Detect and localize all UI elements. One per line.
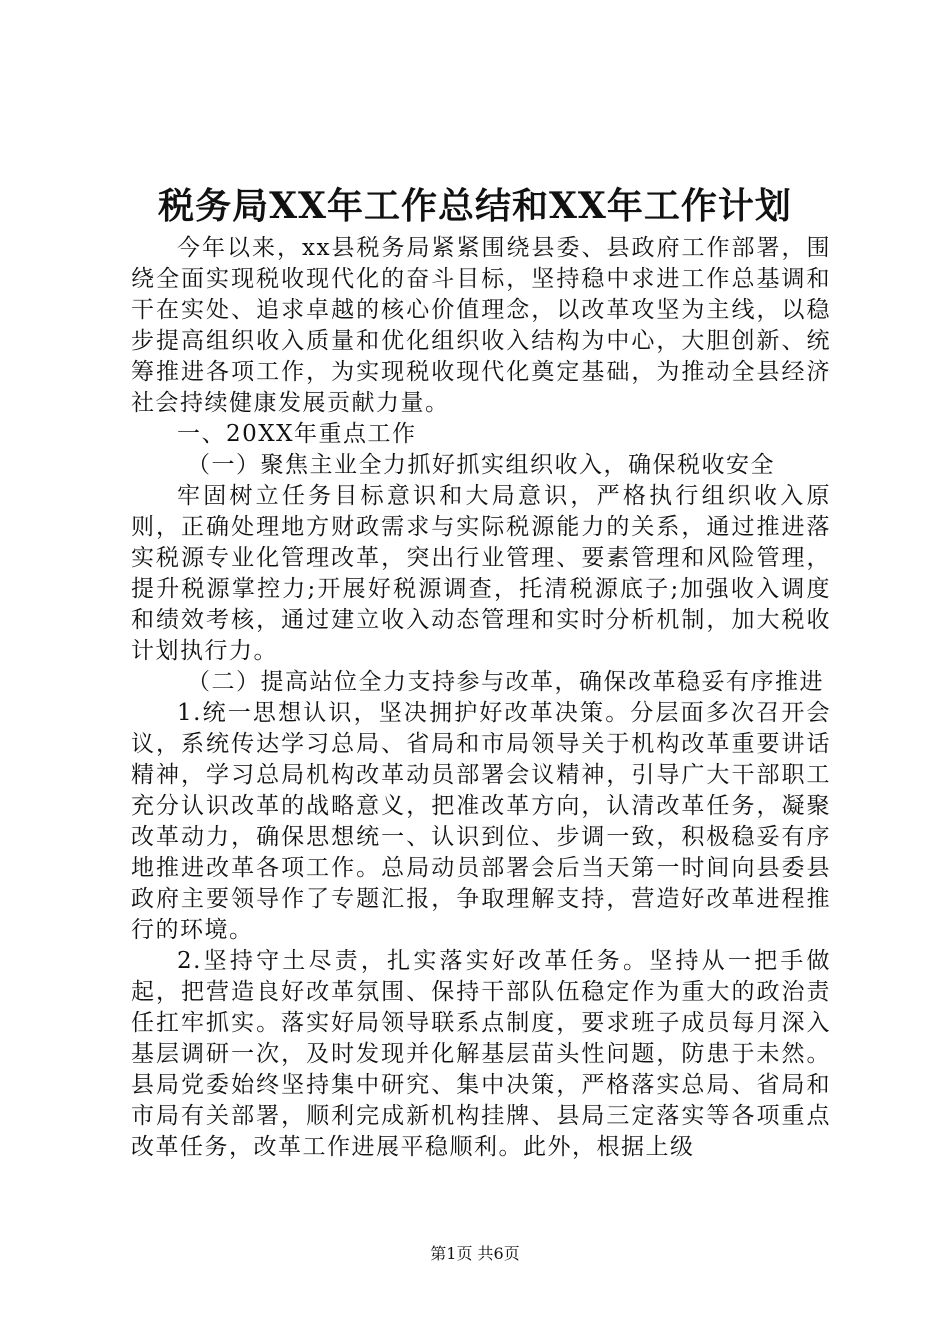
document-title: 税务局XX年工作总结和XX年工作计划: [158, 185, 792, 227]
document-body: [131, 233, 831, 1163]
intro-paragraph: 今年以来，xx县税务局紧紧围绕县委、县政府工作部署，围绕全面实现税收现代化的奋斗目标，坚持稳中求进工作总基调和干在实处、追求卓越的核心价值理念，以改革攻坚为主线，以稳步提高组织收入质量和优化组织收入结构为中心，大胆创新、统筹推进各项工作，为实现税收现代化奠定基础，为推动全县经济社会持续健康发展贡献力量。: [131, 235, 831, 416]
section-heading: 一、20XX年重点工作: [177, 421, 417, 447]
subsection-heading-1: （一）聚焦主业全力抓好抓实组织收入，确保税收安全: [187, 452, 775, 478]
subsection-heading-2: （二）提高站位全力支持参与改革，确保改革稳妥有序推进: [187, 669, 824, 695]
body-paragraph: 2.坚持守土尽责，扎实落实好改革任务。坚持从一把手做起，把营造良好改革氛围、保持干部队伍稳定作为重大的政治责任扛牢抓实。落实好局领导联系点制度，要求班子成员每月深入基层调研一次，及时发现并化解基层苗头性问题，防患于未然。县局党委始终坚持集中研究、集中决策，严格落实总局、省局和市局有关部署，顺利完成新机构挂牌、县局三定落实等各项重点改革任务，改革工作进展平稳顺利。此外，根据上级: [131, 948, 831, 1160]
body-paragraph: 1.统一思想认识，坚决拥护好改革决策。分层面多次召开会议，系统传达学习总局、省局和市局领导关于机构改革重要讲话精神，学习总局机构改革动员部署会议精神，引导广大干部职工充分认识改革的战略意义，把准改革方向，认清改革任务，凝聚改革动力，确保思想统一、认识到位、步调一致，积极稳妥有序地推进改革各项工作。总局动员部署会后当天第一时间向县委县政府主要领导作了专题汇报，争取理解支持，营造好改革进程推行的环境。: [131, 700, 831, 943]
body-paragraph: 牢固树立任务目标意识和大局意识，严格执行组织收入原则，正确处理地方财政需求与实际税源能力的关系，通过推进落实税源专业化管理改革，突出行业管理、要素管理和风险管理，提升税源掌控力;开展好税源调查，托清税源底子;加强收入调度和绩效考核，通过建立收入动态管理和实时分析机制，加大税收计划执行力。: [131, 483, 831, 664]
page-footer: 第1页 共6页: [430, 1244, 520, 1263]
